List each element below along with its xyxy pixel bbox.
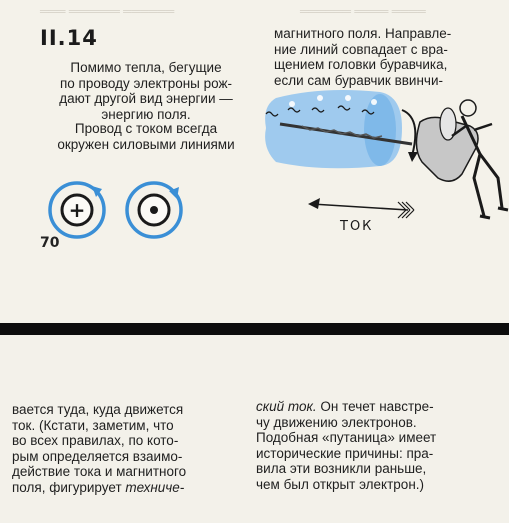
text-run: Он течет навстре- xyxy=(320,399,434,414)
text-line: во всех правилах, по кото- xyxy=(12,433,179,448)
bottom-left-column xyxy=(12,402,186,495)
text-line: исторические причины: пра- xyxy=(256,445,434,461)
text-line xyxy=(256,399,436,415)
text-line: окружен силовыми линиями xyxy=(57,136,235,152)
left-paragraph-1 xyxy=(46,60,246,122)
bleed-through-text: ═══ ══════ ══════ xyxy=(40,4,175,18)
text-line: Подобная «путаница» имеет xyxy=(256,430,437,445)
text-line: дают другой вид энергии — xyxy=(59,91,233,106)
italic-text: ский ток. xyxy=(256,399,317,414)
text-run: поля, фигурирует xyxy=(12,479,122,495)
gimlet-illustration xyxy=(262,78,509,248)
text-line: энергию поля. xyxy=(101,106,191,122)
page-divider xyxy=(0,323,509,335)
italic-text: техниче- xyxy=(125,479,185,495)
wire-cross-section-dot xyxy=(121,177,187,243)
page-number: 70 xyxy=(40,235,60,251)
section-number: II.14 xyxy=(40,26,98,50)
text-line: рым определяется взаимо- xyxy=(12,448,183,464)
text-line: ток. (Кстати, заметим, что xyxy=(12,417,174,433)
left-paragraph-2 xyxy=(46,121,246,152)
wire-cross-section-plus xyxy=(44,177,110,243)
text-line: вила эти возникли раньше, xyxy=(256,461,427,476)
current-label: ТОК xyxy=(340,219,374,234)
text-line: щением головки буравчика, xyxy=(274,57,448,72)
text-line: ние линий совпадает с вра- xyxy=(274,41,448,57)
text-line: чем был открыт электрон.) xyxy=(256,476,425,492)
text-line: если сам буравчик ввинчи- xyxy=(274,72,443,88)
bleed-through-text: ══════ ════ ════ xyxy=(300,4,426,18)
text-line: чу движению электронов. xyxy=(256,414,417,430)
text-line: по проводу электроны рож- xyxy=(59,75,233,91)
text-line xyxy=(12,480,186,496)
text-line: магнитного поля. Направле- xyxy=(274,26,452,41)
bottom-right-column xyxy=(256,399,436,492)
book-page-bottom xyxy=(0,335,509,523)
plus-symbol: + xyxy=(68,198,86,222)
text-line: вается туда, куда движется xyxy=(12,402,184,417)
text-line: действие тока и магнитного xyxy=(12,464,187,479)
text-line: Помимо тепла, бегущие xyxy=(70,60,222,75)
text-line: Провод с током всегда xyxy=(74,121,218,136)
